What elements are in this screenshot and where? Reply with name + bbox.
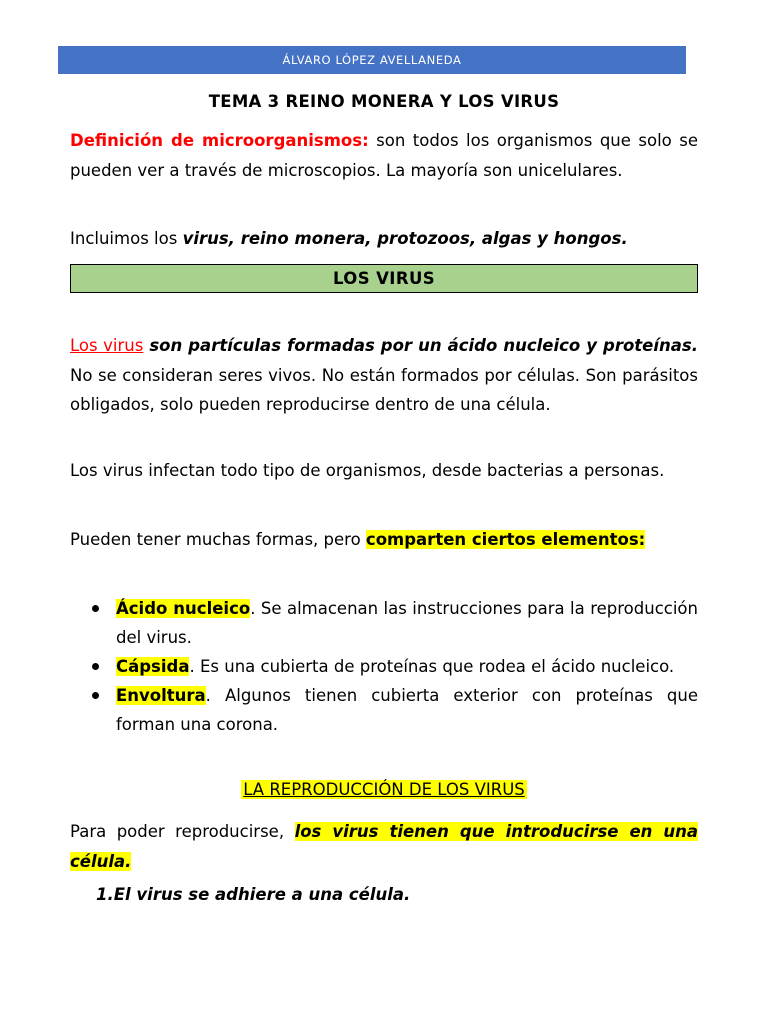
author-name: ÁLVARO LÓPEZ AVELLANEDA xyxy=(282,53,462,67)
bullet-icon xyxy=(92,605,99,612)
virus-forms-paragraph xyxy=(70,525,698,555)
bullet-icon xyxy=(92,692,99,699)
element-text: . Algunos tienen cubierta exterior con proteínas que forman una corona. xyxy=(116,686,698,734)
list-item xyxy=(70,594,698,652)
list-item xyxy=(70,652,698,681)
section-heading-reproduction xyxy=(70,780,698,799)
element-text: . Se almacenan las instrucciones para la reproducción del virus. xyxy=(116,599,698,647)
list-item xyxy=(70,681,698,739)
definition-term: Definición de microorganismos: xyxy=(70,131,369,150)
includes-list: virus, reino monera, protozoos, algas y hongos. xyxy=(182,229,628,248)
element-term: Cápsida xyxy=(116,657,190,676)
section-heading-reproduction-label: LA REPRODUCCIÓN DE LOS VIRUS xyxy=(243,780,525,799)
reproduction-step-1: 1.El virus se adhiere a una célula. xyxy=(96,885,411,904)
definition-paragraph xyxy=(70,126,698,185)
virus-intro-rest: No se consideran seres vivos. No están formados por células. Son parásitos obligados, solo pueden reproducirse dentro de una célula. xyxy=(70,365,698,414)
virus-intro-term: Los virus xyxy=(70,336,144,355)
element-term: Envoltura xyxy=(116,686,206,705)
section-heading-virus-label: LOS VIRUS xyxy=(332,269,436,288)
virus-infect-paragraph: Los virus infectan todo tipo de organismos, desde bacterias a personas. xyxy=(70,461,665,480)
reproduction-paragraph xyxy=(70,817,698,876)
element-term: Ácido nucleico xyxy=(116,599,251,618)
element-text: . Es una cubierta de proteínas que rodea el ácido nucleico. xyxy=(189,657,675,676)
page-title: TEMA 3 REINO MONERA Y LOS VIRUS xyxy=(208,92,560,111)
author-banner xyxy=(58,46,686,74)
includes-prefix: Incluimos los xyxy=(70,229,183,248)
virus-elements-list xyxy=(70,594,698,739)
virus-forms-highlight: comparten ciertos elementos: xyxy=(365,530,646,549)
reproduction-prefix: Para poder reproducirse, xyxy=(70,822,295,841)
virus-intro-paragraph xyxy=(70,331,698,420)
virus-forms-prefix: Pueden tener muchas formas, pero xyxy=(70,530,366,549)
definition-text: son todos los organismos que solo se pueden ver a través de microscopios. La mayoría son unicelulares. xyxy=(70,131,698,180)
section-heading-virus xyxy=(70,264,698,293)
reproduction-highlight: los virus tienen que introducirse en una célula. xyxy=(70,822,698,871)
virus-intro-bold: son partículas formadas por un ácido nucleico y proteínas. xyxy=(143,336,699,355)
includes-paragraph xyxy=(70,224,698,254)
bullet-icon xyxy=(92,663,99,670)
